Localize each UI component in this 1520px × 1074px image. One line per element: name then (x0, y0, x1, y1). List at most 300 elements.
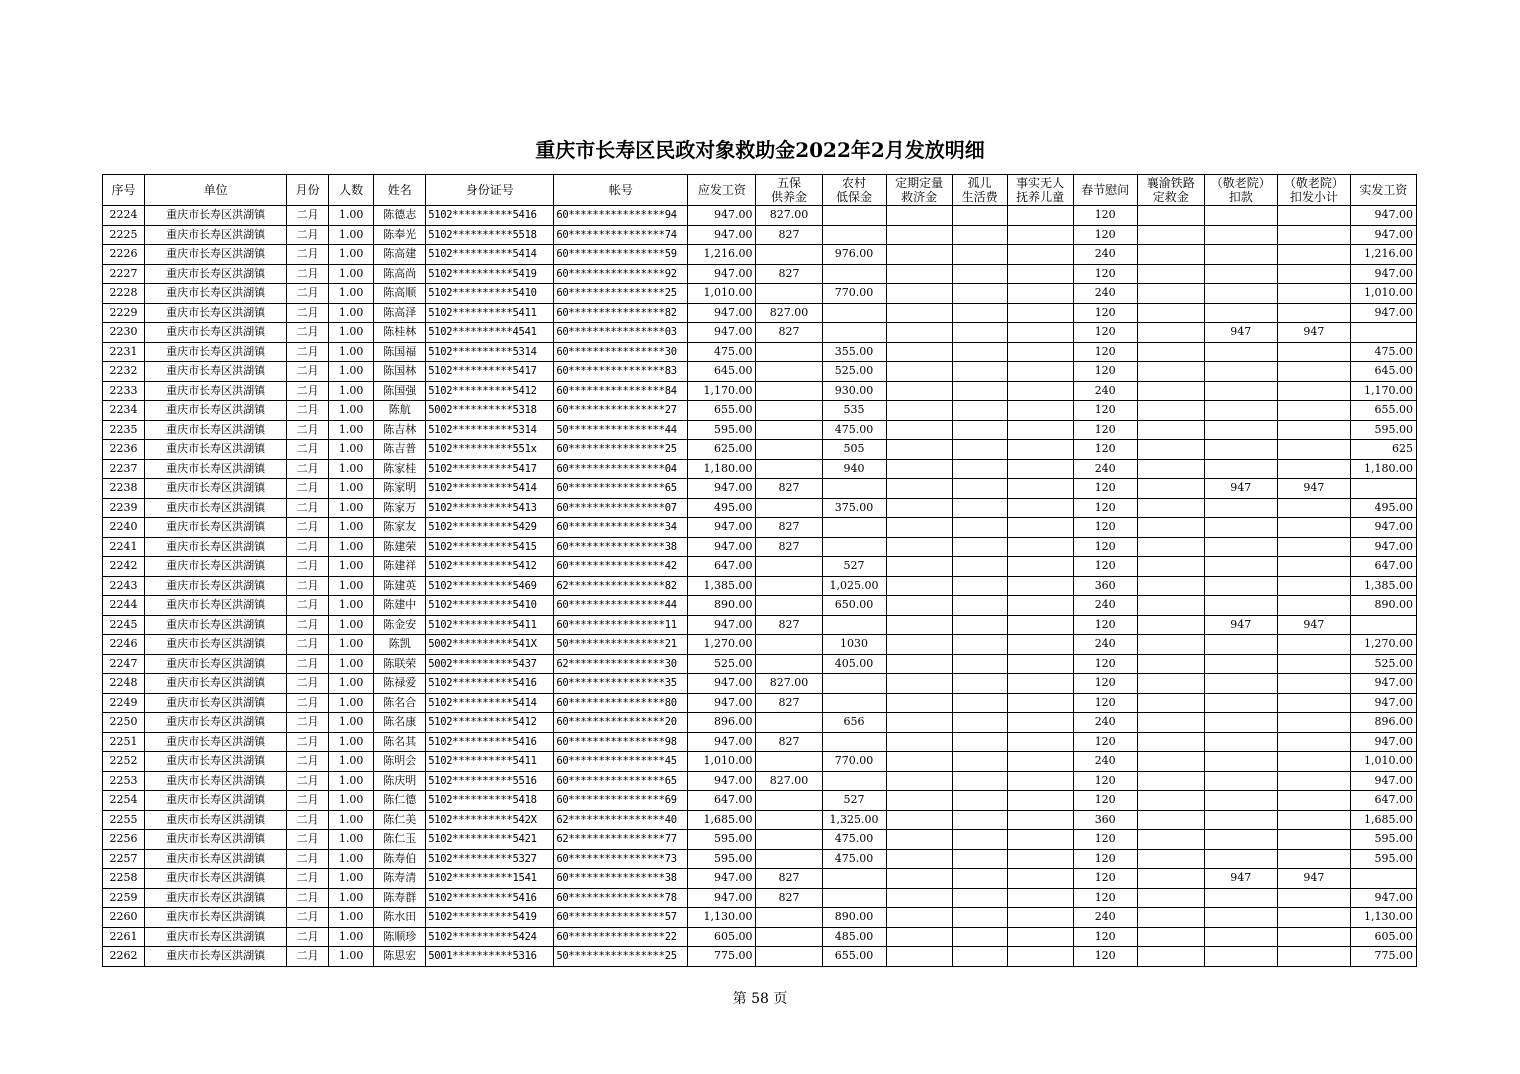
table-cell (1007, 245, 1073, 265)
table-cell: 二月 (287, 362, 329, 382)
table-cell: 陈仁玉 (374, 830, 426, 850)
table-cell: 120 (1073, 830, 1137, 850)
table-cell: 重庆市长寿区洪湖镇 (145, 771, 287, 791)
table-cell: 60****************38 (554, 869, 688, 889)
table-cell: 60****************80 (554, 693, 688, 713)
table-row (103, 908, 1417, 928)
table-row (103, 849, 1417, 869)
table-cell: 2229 (103, 303, 145, 323)
table-cell (952, 537, 1007, 557)
table-cell: 1,010.00 (1350, 752, 1416, 772)
table-row (103, 635, 1417, 655)
table-cell: 1,270.00 (688, 635, 756, 655)
table-cell: 475.00 (822, 849, 886, 869)
table-cell (1007, 927, 1073, 947)
table-cell (1007, 771, 1073, 791)
table-cell: 645.00 (688, 362, 756, 382)
table-cell (952, 381, 1007, 401)
table-cell (886, 927, 952, 947)
table-cell (1137, 518, 1204, 538)
table-cell: 495.00 (688, 498, 756, 518)
table-cell: 947.00 (688, 206, 756, 226)
table-cell (756, 420, 822, 440)
table-cell: 二月 (287, 323, 329, 343)
table-cell: 1,385.00 (1350, 576, 1416, 596)
table-cell: 947.00 (688, 225, 756, 245)
table-cell (952, 810, 1007, 830)
table-cell (756, 440, 822, 460)
table-cell: 1,685.00 (1350, 810, 1416, 830)
table-cell: 5102**********5415 (426, 537, 554, 557)
table-cell: 5102**********5414 (426, 479, 554, 499)
table-cell (886, 615, 952, 635)
table-row (103, 362, 1417, 382)
table-cell (756, 635, 822, 655)
table-cell: 770.00 (822, 752, 886, 772)
table-cell: 1,325.00 (822, 810, 886, 830)
table-cell (1204, 908, 1277, 928)
table-cell: 5102**********5327 (426, 849, 554, 869)
table-cell: 475.00 (1350, 342, 1416, 362)
table-cell (886, 576, 952, 596)
table-cell: 陈仁美 (374, 810, 426, 830)
table-cell: 645.00 (1350, 362, 1416, 382)
table-cell (1277, 303, 1350, 323)
table-cell (952, 947, 1007, 967)
table-cell: 120 (1073, 264, 1137, 284)
table-cell: 二月 (287, 888, 329, 908)
table-cell (822, 206, 886, 226)
table-cell: 947.00 (1350, 888, 1416, 908)
table-cell: 2236 (103, 440, 145, 460)
table-cell (1277, 888, 1350, 908)
table-cell (1007, 557, 1073, 577)
table-cell (1007, 284, 1073, 304)
table-cell (886, 401, 952, 421)
table-cell: 940 (822, 459, 886, 479)
table-cell: 重庆市长寿区洪湖镇 (145, 518, 287, 538)
table-cell (1204, 771, 1277, 791)
table-cell: 重庆市长寿区洪湖镇 (145, 225, 287, 245)
table-cell (886, 225, 952, 245)
table-cell: 50****************44 (554, 420, 688, 440)
table-cell: 120 (1073, 518, 1137, 538)
table-cell: 60****************44 (554, 596, 688, 616)
table-cell: 60****************34 (554, 518, 688, 538)
table-cell: 1.00 (329, 869, 374, 889)
table-cell (952, 713, 1007, 733)
table-cell: 二月 (287, 225, 329, 245)
table-cell: 60****************25 (554, 284, 688, 304)
table-cell (1137, 537, 1204, 557)
table-cell: 二月 (287, 732, 329, 752)
table-cell: 二月 (287, 245, 329, 265)
table-cell (886, 752, 952, 772)
table-cell: 827 (756, 869, 822, 889)
table-cell: 827 (756, 615, 822, 635)
table-row (103, 869, 1417, 889)
table-cell: 595.00 (1350, 830, 1416, 850)
table-cell (952, 342, 1007, 362)
table-cell: 60****************07 (554, 498, 688, 518)
table-cell: 2254 (103, 791, 145, 811)
table-cell: 重庆市长寿区洪湖镇 (145, 908, 287, 928)
table-cell (952, 693, 1007, 713)
table-cell: 5102**********4541 (426, 323, 554, 343)
table-cell: 1.00 (329, 791, 374, 811)
table-cell (1350, 615, 1416, 635)
table-cell: 2241 (103, 537, 145, 557)
table-cell: 120 (1073, 206, 1137, 226)
table-cell: 重庆市长寿区洪湖镇 (145, 362, 287, 382)
table-cell: 2244 (103, 596, 145, 616)
table-cell (1007, 381, 1073, 401)
table-cell (1007, 947, 1073, 967)
table-cell: 240 (1073, 284, 1137, 304)
table-cell (1137, 479, 1204, 499)
table-cell: 655.00 (822, 947, 886, 967)
table-cell (886, 206, 952, 226)
table-cell (952, 518, 1007, 538)
table-cell: 1.00 (329, 849, 374, 869)
table-cell: 陈庆明 (374, 771, 426, 791)
table-cell (1007, 752, 1073, 772)
table-cell (1007, 206, 1073, 226)
table-cell: 5102**********5416 (426, 674, 554, 694)
table-cell: 2260 (103, 908, 145, 928)
table-cell (1137, 264, 1204, 284)
table-cell (1137, 284, 1204, 304)
table-cell: 二月 (287, 752, 329, 772)
table-cell (756, 245, 822, 265)
table-cell (756, 654, 822, 674)
table-cell (1350, 323, 1416, 343)
table-cell: 827 (756, 479, 822, 499)
table-cell: 120 (1073, 615, 1137, 635)
table-cell: 二月 (287, 810, 329, 830)
table-cell: 1,025.00 (822, 576, 886, 596)
table-cell (1204, 810, 1277, 830)
table-row (103, 927, 1417, 947)
table-cell: 陈国强 (374, 381, 426, 401)
table-cell (1277, 284, 1350, 304)
table-cell: 62****************82 (554, 576, 688, 596)
table-cell (1204, 401, 1277, 421)
table-row (103, 440, 1417, 460)
table-cell: 120 (1073, 401, 1137, 421)
table-cell: 1.00 (329, 342, 374, 362)
table-cell: 2258 (103, 869, 145, 889)
table-cell: 重庆市长寿区洪湖镇 (145, 654, 287, 674)
table-cell (1007, 401, 1073, 421)
table-cell (1204, 713, 1277, 733)
table-cell (756, 362, 822, 382)
table-cell: 595.00 (688, 849, 756, 869)
table-cell (756, 342, 822, 362)
table-cell: 二月 (287, 303, 329, 323)
table-cell: 605.00 (688, 927, 756, 947)
table-cell: 5102**********5412 (426, 713, 554, 733)
table-row (103, 791, 1417, 811)
table-cell: 1.00 (329, 713, 374, 733)
table-cell: 120 (1073, 771, 1137, 791)
table-cell (1137, 810, 1204, 830)
table-cell (886, 537, 952, 557)
table-cell: 827 (756, 518, 822, 538)
table-cell: 5102**********5411 (426, 752, 554, 772)
table-cell: 2248 (103, 674, 145, 694)
table-cell: 647.00 (688, 791, 756, 811)
table-cell: 二月 (287, 693, 329, 713)
table-cell: 595.00 (688, 830, 756, 850)
table-cell: 陈名康 (374, 713, 426, 733)
table-cell: 1,685.00 (688, 810, 756, 830)
table-cell: 656 (822, 713, 886, 733)
table-cell: 1.00 (329, 479, 374, 499)
table-cell: 405.00 (822, 654, 886, 674)
table-cell: 827 (756, 537, 822, 557)
table-cell: 二月 (287, 869, 329, 889)
document-title: 重庆市长寿区民政对象救助金2022年2月发放明细 (535, 138, 985, 162)
table-cell: 1.00 (329, 576, 374, 596)
table-cell: 陈德志 (374, 206, 426, 226)
table-cell: 655.00 (1350, 401, 1416, 421)
table-row (103, 615, 1417, 635)
table-cell: 二月 (287, 771, 329, 791)
table-cell: 60****************82 (554, 303, 688, 323)
table-cell (1007, 888, 1073, 908)
table-cell (1277, 342, 1350, 362)
table-cell (1204, 791, 1277, 811)
table-row (103, 323, 1417, 343)
table-cell (1204, 830, 1277, 850)
table-cell (1277, 596, 1350, 616)
table-cell: 重庆市长寿区洪湖镇 (145, 791, 287, 811)
table-cell (1137, 596, 1204, 616)
table-cell: 120 (1073, 888, 1137, 908)
table-cell (952, 557, 1007, 577)
table-cell (1007, 713, 1073, 733)
table-row (103, 693, 1417, 713)
table-cell (886, 810, 952, 830)
table-cell (1137, 225, 1204, 245)
table-row (103, 771, 1417, 791)
table-cell (1277, 459, 1350, 479)
table-cell: 5102**********5424 (426, 927, 554, 947)
table-cell (756, 908, 822, 928)
table-cell: 5102**********5416 (426, 888, 554, 908)
table-cell: 120 (1073, 342, 1137, 362)
table-cell: 947 (1204, 615, 1277, 635)
table-cell (822, 323, 886, 343)
table-cell: 947 (1204, 323, 1277, 343)
table-cell: 5102**********5414 (426, 245, 554, 265)
table-cell (952, 225, 1007, 245)
table-cell (952, 459, 1007, 479)
table-cell: 60****************45 (554, 752, 688, 772)
table-cell (1277, 518, 1350, 538)
table-cell: 5102**********5417 (426, 459, 554, 479)
table-cell: 120 (1073, 225, 1137, 245)
table-cell: 5102**********5516 (426, 771, 554, 791)
table-cell (756, 557, 822, 577)
table-cell: 陈家友 (374, 518, 426, 538)
table-cell: 2230 (103, 323, 145, 343)
table-cell (1137, 654, 1204, 674)
table-cell (1137, 576, 1204, 596)
table-cell: 60****************38 (554, 537, 688, 557)
table-row (103, 732, 1417, 752)
table-cell: 2238 (103, 479, 145, 499)
table-cell: 重庆市长寿区洪湖镇 (145, 323, 287, 343)
table-cell (1277, 908, 1350, 928)
table-cell (1277, 713, 1350, 733)
table-cell (1137, 947, 1204, 967)
table-cell (756, 576, 822, 596)
table-cell (886, 635, 952, 655)
table-cell: 120 (1073, 849, 1137, 869)
page-number: 第 58 页 (732, 991, 788, 1007)
table-cell: 5102**********1541 (426, 869, 554, 889)
table-cell (1204, 693, 1277, 713)
table-cell: 重庆市长寿区洪湖镇 (145, 440, 287, 460)
table-cell: 890.00 (1350, 596, 1416, 616)
table-cell: 二月 (287, 557, 329, 577)
table-cell: 647.00 (688, 557, 756, 577)
column-header: 事实无人 抚养儿童 (1007, 175, 1073, 206)
table-cell: 陈国福 (374, 342, 426, 362)
table-cell: 1.00 (329, 381, 374, 401)
column-header: 序号 (103, 175, 145, 206)
table-cell (952, 732, 1007, 752)
table-cell (822, 693, 886, 713)
table-cell (886, 459, 952, 479)
table-cell: 2228 (103, 284, 145, 304)
table-row (103, 420, 1417, 440)
table-cell: 重庆市长寿区洪湖镇 (145, 947, 287, 967)
table-cell: 二月 (287, 947, 329, 967)
table-row (103, 303, 1417, 323)
table-cell: 二月 (287, 537, 329, 557)
table-cell: 120 (1073, 537, 1137, 557)
table-cell (1137, 420, 1204, 440)
table-cell (1137, 713, 1204, 733)
table-cell (1007, 342, 1073, 362)
table-cell: 120 (1073, 674, 1137, 694)
table-cell (1204, 420, 1277, 440)
table-cell: 重庆市长寿区洪湖镇 (145, 596, 287, 616)
table-cell: 5102**********5410 (426, 284, 554, 304)
column-header: 定期定量 救济金 (886, 175, 952, 206)
table-cell: 120 (1073, 947, 1137, 967)
table-cell: 1,010.00 (1350, 284, 1416, 304)
table-cell (1007, 596, 1073, 616)
table-cell (822, 225, 886, 245)
table-cell: 475.00 (822, 830, 886, 850)
table-cell: 5102**********5314 (426, 420, 554, 440)
table-cell (1137, 888, 1204, 908)
table-cell: 1.00 (329, 635, 374, 655)
table-cell (952, 635, 1007, 655)
table-cell: 2261 (103, 927, 145, 947)
table-row (103, 206, 1417, 226)
table-cell: 375.00 (822, 498, 886, 518)
table-cell: 60****************20 (554, 713, 688, 733)
table-cell: 2237 (103, 459, 145, 479)
table-cell (1137, 908, 1204, 928)
table-cell: 2227 (103, 264, 145, 284)
table-cell: 1.00 (329, 518, 374, 538)
table-cell: 陈航 (374, 401, 426, 421)
table-row (103, 284, 1417, 304)
table-cell: 505 (822, 440, 886, 460)
table-cell: 二月 (287, 927, 329, 947)
table-cell: 827 (756, 225, 822, 245)
table-cell (1007, 518, 1073, 538)
table-cell (756, 830, 822, 850)
table-cell (1204, 927, 1277, 947)
table-cell (756, 752, 822, 772)
table-cell (1277, 206, 1350, 226)
table-cell (886, 557, 952, 577)
table-cell: 896.00 (688, 713, 756, 733)
table-cell (822, 518, 886, 538)
table-cell: 1,130.00 (688, 908, 756, 928)
table-cell: 50****************21 (554, 635, 688, 655)
table-cell (822, 264, 886, 284)
table-cell: 1,216.00 (688, 245, 756, 265)
table-cell (1007, 732, 1073, 752)
table-row (103, 245, 1417, 265)
table-cell (952, 362, 1007, 382)
table-cell: 1.00 (329, 245, 374, 265)
table-cell: 1.00 (329, 264, 374, 284)
table-cell (886, 791, 952, 811)
table-cell (886, 732, 952, 752)
table-row (103, 830, 1417, 850)
table-cell (1204, 362, 1277, 382)
table-cell: 2252 (103, 752, 145, 772)
table-cell: 60****************04 (554, 459, 688, 479)
table-cell (1137, 635, 1204, 655)
column-header: 应发工资 (688, 175, 756, 206)
table-row (103, 537, 1417, 557)
table-cell: 5102**********5417 (426, 362, 554, 382)
table-cell: 650.00 (822, 596, 886, 616)
table-cell: 陈名合 (374, 693, 426, 713)
table-cell: 360 (1073, 810, 1137, 830)
table-cell: 二月 (287, 674, 329, 694)
table-cell: 陈吉林 (374, 420, 426, 440)
table-cell (756, 284, 822, 304)
table-cell (1204, 576, 1277, 596)
table-cell: 陈建中 (374, 596, 426, 616)
table-cell (822, 732, 886, 752)
table-cell (952, 674, 1007, 694)
table-cell: 5102**********5414 (426, 693, 554, 713)
table-cell (952, 927, 1007, 947)
table-cell (1277, 693, 1350, 713)
table-cell: 5102**********5411 (426, 303, 554, 323)
table-cell: 重庆市长寿区洪湖镇 (145, 849, 287, 869)
relief-payment-table (102, 174, 1417, 967)
table-cell: 5102**********5429 (426, 518, 554, 538)
table-cell: 重庆市长寿区洪湖镇 (145, 810, 287, 830)
table-cell: 2233 (103, 381, 145, 401)
table-cell (886, 303, 952, 323)
column-header: 春节慰问 (1073, 175, 1137, 206)
table-cell (822, 869, 886, 889)
